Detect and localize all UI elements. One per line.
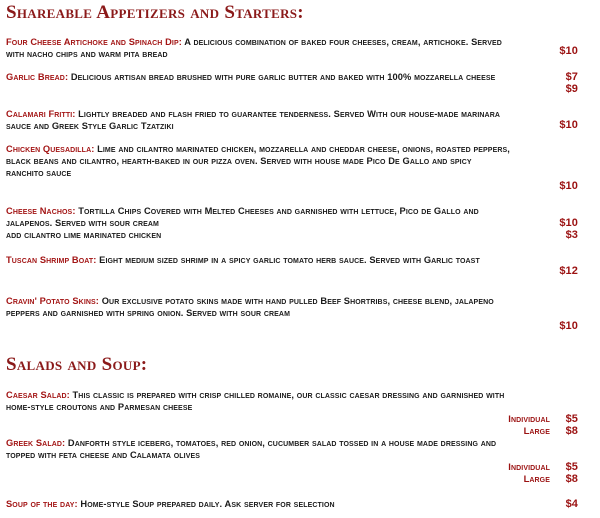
item-description: Tortilla Chips Covered with Melted Cheeses and garnished with lettuce, Pico de Gallo and jalapenos. Served with sour cream bbox=[6, 206, 479, 229]
item-price: $4 bbox=[565, 498, 578, 510]
menu-item-calamari bbox=[6, 108, 592, 132]
item-price: $8 bbox=[565, 425, 578, 438]
item-price: $10 bbox=[559, 320, 578, 332]
item-name: Calamari Fritti: bbox=[6, 109, 76, 119]
item-description: Lightly breaded and flash fried to guarantee tenderness. Served With our house-made marinara sauce and Greek Style Garlic Tzatziki bbox=[6, 109, 501, 132]
item-price: $5 bbox=[565, 413, 578, 425]
menu-item-soup-of-the-day bbox=[6, 498, 592, 510]
item-name: Four Cheese Artichoke and Spinach Dip: bbox=[6, 37, 182, 47]
item-price: $7 bbox=[565, 71, 578, 83]
item-name: Tuscan Shrimp Boat: bbox=[6, 255, 97, 265]
menu-item-caesar-salad bbox=[6, 389, 592, 438]
item-description: Our exclusive potato skins made with hand pulled Beef Shortribs, cheese blend, jalapeno peppers and garnished with spring onion. Served with sour cream bbox=[6, 296, 494, 319]
item-description: Danforth style iceberg, tomatoes, red onion, cucumber salad tossed in a house made dressing and topped with feta cheese and Calamata olives bbox=[6, 438, 497, 461]
item-name: Cravin' Potato Skins: bbox=[6, 296, 100, 306]
item-price: $5 bbox=[565, 461, 578, 473]
item-name: Cheese Nachos: bbox=[6, 206, 76, 216]
item-description: A delicious combination of baked four cheeses, cream, artichoke. Served with nacho chips and warm pita bread bbox=[6, 37, 502, 60]
item-price: $10 bbox=[559, 180, 578, 192]
item-price: $12 bbox=[559, 265, 578, 277]
item-name: Greek Salad: bbox=[6, 438, 66, 448]
size-label: Large bbox=[523, 426, 550, 437]
item-name: Chicken Quesadilla: bbox=[6, 144, 95, 154]
item-price: $10 bbox=[559, 217, 578, 229]
item-price: $10 bbox=[559, 45, 578, 57]
menu-item-cheese-nachos bbox=[6, 205, 592, 242]
item-addon: add cilantro lime marinated chicken bbox=[6, 230, 162, 241]
item-description: Delicious artisan bread brushed with pure garlic butter and baked with 100% mozzarella cheese bbox=[70, 72, 496, 82]
item-name: Soup of the day: bbox=[6, 499, 78, 509]
item-description: This classic is prepared with crisp chilled romaine, our classic caesar dressing and garnished with home-style croutons and Parmesan cheese bbox=[6, 390, 505, 413]
item-description: Eight medium sized shrimp in a spicy garlic tomato herb sauce. Served with Garlic toast bbox=[99, 255, 480, 265]
size-label: Individual bbox=[508, 462, 550, 472]
size-label: Large bbox=[523, 474, 550, 485]
item-name: Caesar Salad: bbox=[6, 390, 70, 400]
item-price: $8 bbox=[565, 473, 578, 486]
section-title-appetizers: Shareable Appetizers and Starters: bbox=[6, 2, 304, 23]
item-price: $9 bbox=[565, 83, 578, 96]
item-name: Garlic Bread: bbox=[6, 72, 69, 82]
menu-item-garlic-bread bbox=[6, 71, 592, 96]
item-price: $10 bbox=[559, 119, 578, 131]
menu-item-artichoke-dip bbox=[6, 36, 592, 60]
menu-item-potato-skins bbox=[6, 295, 592, 332]
menu-item-chicken-quesadilla bbox=[6, 143, 592, 192]
menu-item-shrimp-boat bbox=[6, 254, 592, 277]
section-title-salads: Salads and Soup: bbox=[6, 354, 148, 375]
item-description: Home-style Soup prepared daily. Ask server for selection bbox=[80, 499, 335, 509]
item-price: $3 bbox=[565, 229, 578, 242]
size-label: Individual bbox=[508, 414, 550, 424]
item-description: Lime and cilantro marinated chicken, mozzarella and cheddar cheese, onions, roasted peppers, black beans and cilantro, hearth-baked in our pizza oven. Served with house made Pico De Gallo and spicy ranchito sauce bbox=[6, 144, 510, 179]
menu-item-greek-salad bbox=[6, 437, 592, 486]
